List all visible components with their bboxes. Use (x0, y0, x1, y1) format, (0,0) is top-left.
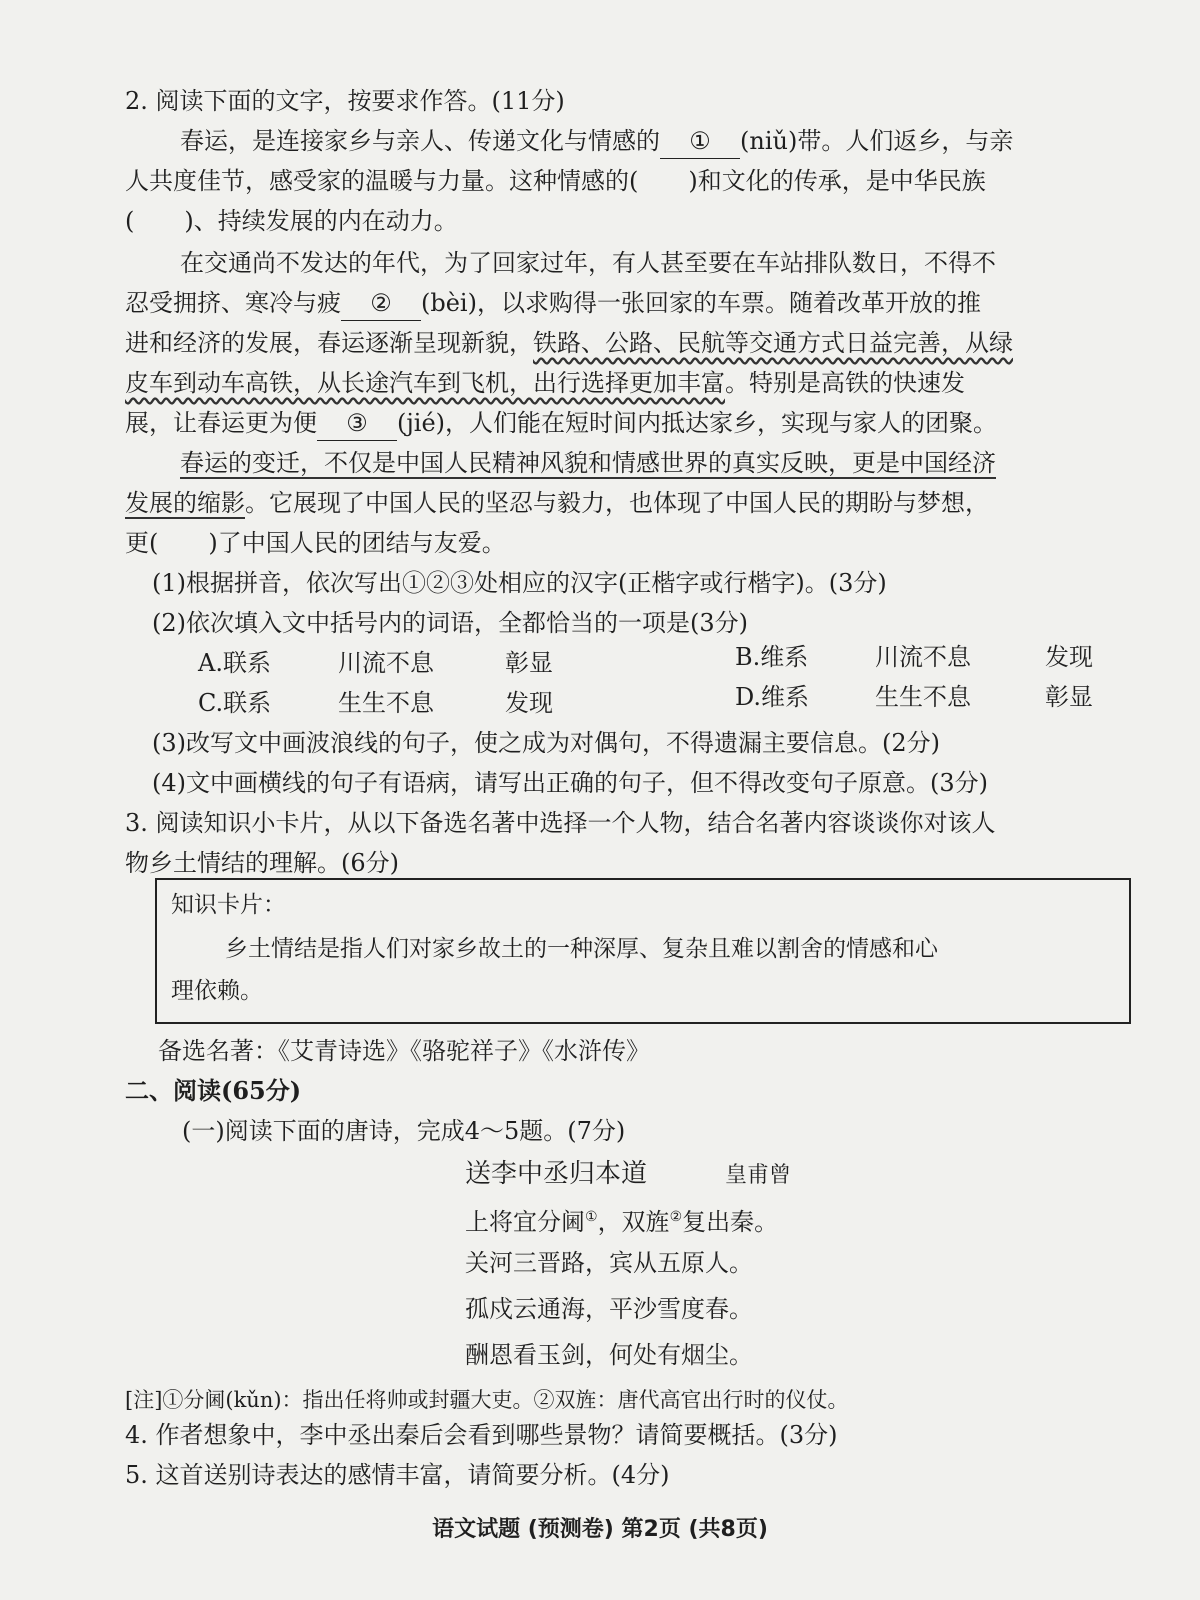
text: 更( (125, 529, 159, 557)
option-c-1: C.联系 (198, 689, 272, 717)
option-d-1: D.维系 (735, 683, 810, 711)
text: ( (125, 207, 135, 235)
text: )了中国人民的团结与友爱。 (208, 529, 506, 557)
wavy-underlined-sentence: 皮车到动车高铁，从长途汽车到飞机，出行选择更加丰富 (125, 369, 725, 397)
option-b-1: B.维系 (735, 643, 809, 671)
q3-line2: 物乡土情结的理解。(6分) (125, 849, 399, 877)
text: (bèi)，以求购得一张回家的车票。随着改革开放的推 (421, 289, 981, 317)
text: 春运，是连接家乡与亲人、传递文化与情感的 (180, 127, 660, 155)
underlined-sentence: 春运的变迁，不仅是中国人民精神风貌和情感世界的真实反映，更是中国经济 (180, 449, 996, 477)
q5: 5. 这首送别诗表达的感情丰富，请简要分析。(4分) (125, 1461, 670, 1489)
text: 进和经济的发展，春运逐渐呈现新貌， (125, 329, 533, 357)
q2-p3-line3 (125, 526, 506, 560)
text: 上将宜分阃 (465, 1208, 585, 1236)
q2-p2-line5 (125, 406, 997, 441)
wavy-underlined-sentence: 铁路、公路、民航等交通方式日益完善，从绿 (533, 329, 1013, 357)
text: (jié)，人们能在短时间内抵达家乡，实现与家人的团聚。 (397, 409, 998, 437)
q2-p2-line4 (125, 366, 965, 400)
q2-p1-line3 (125, 204, 458, 238)
q2-p2-line2 (125, 286, 981, 321)
footnote-mark: ① (585, 1209, 598, 1225)
text: )、持续发展的内在动力。 (184, 207, 458, 235)
poem-title: 送李中丞归本道 (465, 1159, 648, 1189)
blank-3: ③ (317, 406, 397, 441)
option-a-3: 彰显 (505, 649, 553, 677)
q2-sub3: (3)改写文中画波浪线的句子，使之成为对偶句，不得遗漏主要信息。(2分) (152, 729, 940, 757)
section-2-title: 二、阅读(65分) (125, 1076, 302, 1105)
option-b-3: 发现 (1045, 643, 1093, 671)
q3-books: 备选名著：《艾青诗选》《骆驼祥子》《水浒传》 (158, 1037, 650, 1065)
q3-line1: 3. 阅读知识小卡片，从以下备选名著中选择一个人物，结合名著内容谈谈你对该人 (125, 809, 996, 837)
q2-sub2: (2)依次填入文中括号内的词语，全都恰当的一项是(3分) (152, 609, 748, 637)
blank-1: ① (660, 124, 740, 159)
option-c-3: 发现 (505, 689, 553, 717)
q2-p2-line3 (125, 326, 1013, 360)
option-d-3: 彰显 (1045, 683, 1093, 711)
text: ，双旌 (597, 1208, 670, 1236)
text: (niǔ)带。人们返乡，与亲 (740, 127, 1014, 155)
option-a-2: 川流不息 (338, 649, 434, 677)
option-c-2: 生生不息 (338, 689, 434, 717)
text: 人共度佳节，感受家的温暖与力量。这种情感的( (125, 167, 639, 195)
text: 复出秦。 (682, 1208, 779, 1236)
underlined-sentence: 发展的缩影 (125, 489, 245, 517)
poem-note: [注]①分阃(kǔn)：指出任将帅或封疆大吏。②双旌：唐代高官出行时的仪仗。 (125, 1388, 849, 1412)
q2-p2-line1: 在交通尚不发达的年代，为了回家过年，有人甚至要在车站排队数日，不得不 (180, 249, 996, 277)
card-line-2: 理依赖。 (171, 978, 263, 1004)
blank-2: ② (341, 286, 421, 321)
card-line-1: 乡土情结是指人们对家乡故土的一种深厚、复杂且难以割舍的情感和心 (225, 936, 938, 962)
poem-line-3: 孤戍云通海，平沙雪度春。 (465, 1295, 753, 1323)
poem-line-2: 关河三晋路，宾从五原人。 (465, 1249, 753, 1277)
q2-p1-line1 (180, 124, 1013, 159)
q4: 4. 作者想象中，李中丞出秦后会看到哪些景物？请简要概括。(3分) (125, 1421, 838, 1449)
option-b-2: 川流不息 (875, 643, 971, 671)
poem-line-4: 酬恩看玉剑，何处有烟尘。 (465, 1341, 753, 1369)
q2-sub1: (1)根据拼音，依次写出①②③处相应的汉字(正楷字或行楷字)。(3分) (152, 569, 887, 597)
page-footer: 语文试题 (预测卷) 第2页 (共8页) (432, 1517, 768, 1542)
knowledge-card (155, 878, 1131, 1024)
option-a-1: A.联系 (198, 649, 271, 677)
text: 展，让春运更为便 (125, 409, 317, 437)
poem-line-1 (465, 1200, 778, 1239)
text: )和文化的传承，是中华民族 (688, 167, 986, 195)
text: 。它展现了中国人民的坚忍与毅力，也体现了中国人民的期盼与梦想， (245, 489, 989, 517)
q2-p1-line2 (125, 164, 986, 198)
q2-sub4: (4)文中画横线的句子有语病，请写出正确的句子，但不得改变句子原意。(3分) (152, 769, 988, 797)
q2-p3-line1 (180, 446, 996, 480)
footnote-mark: ② (669, 1209, 683, 1225)
option-d-2: 生生不息 (875, 683, 971, 711)
q2-p3-line2 (125, 486, 989, 520)
q2-header: 2. 阅读下面的文字，按要求作答。(11分) (125, 87, 565, 115)
section-2-intro: (一)阅读下面的唐诗，完成4～5题。(7分) (182, 1117, 626, 1145)
text: 。特别是高铁的快速发 (725, 369, 965, 397)
card-title: 知识卡片： (171, 892, 286, 918)
text: 忍受拥挤、寒冷与疲 (125, 289, 341, 317)
poem-author: 皇甫曾 (725, 1163, 792, 1188)
